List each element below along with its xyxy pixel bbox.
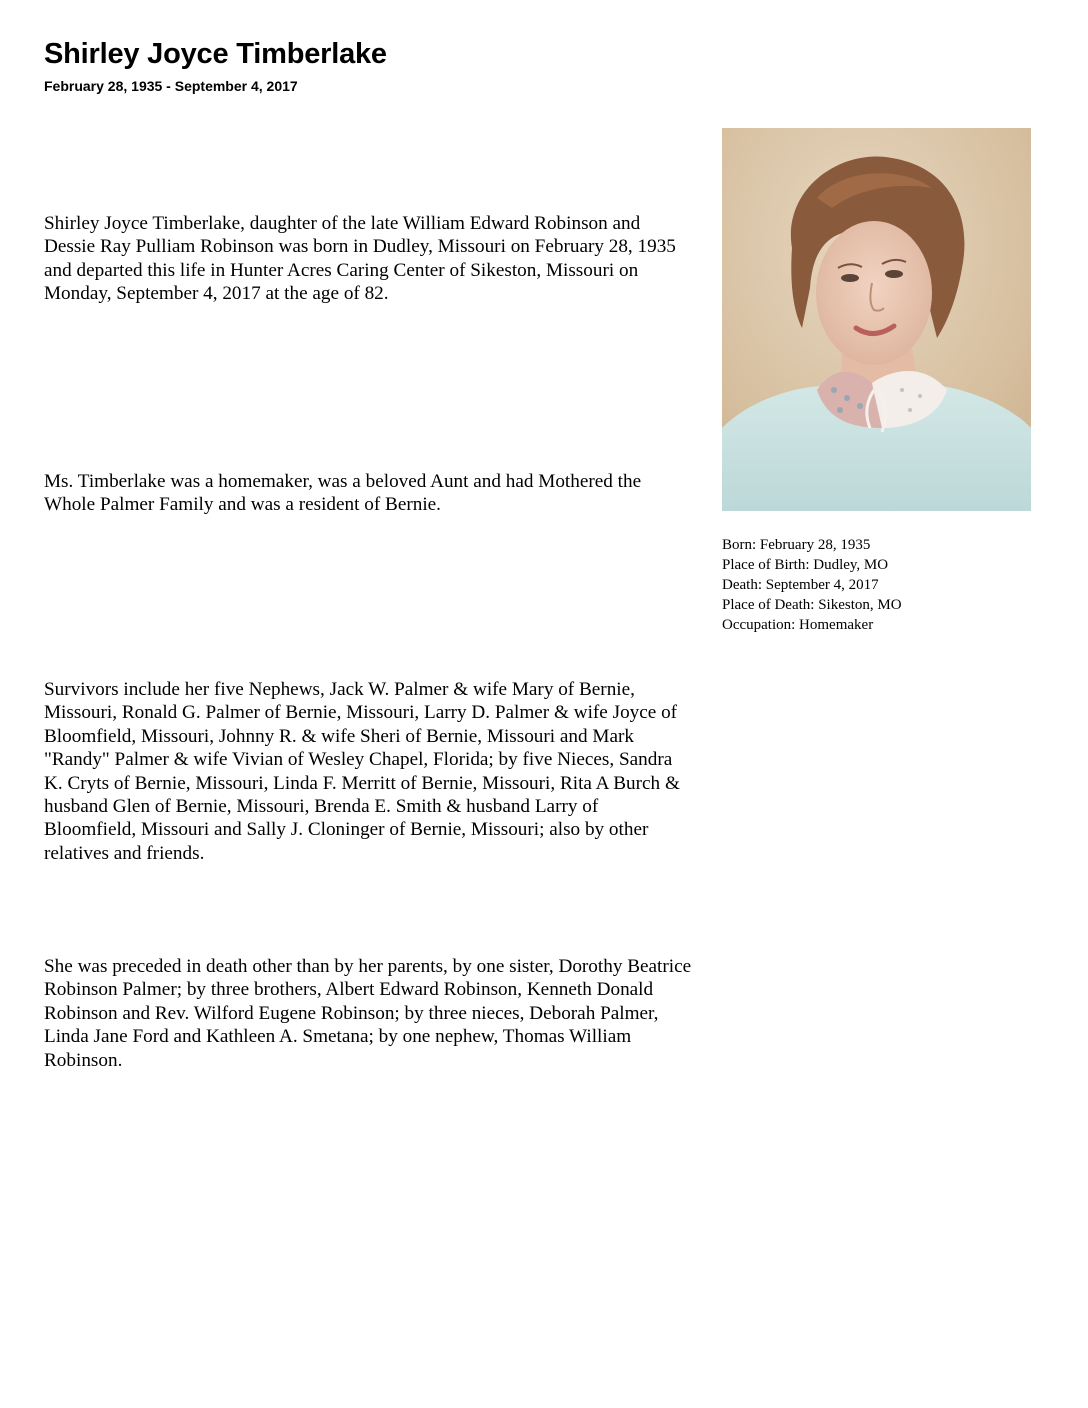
place-of-death: Place of Death: Sikeston, MO	[722, 597, 902, 613]
born-date: Born: February 28, 1935	[722, 537, 871, 553]
obituary-paragraph-occupation: Ms. Timberlake was a homemaker, was a beloved Aunt and had Mothered the Whole Palmer Family and was a resident of Bernie.	[44, 471, 642, 516]
obituary-paragraph-survivors: Survivors include her five Nephews, Jack W. Palmer & wife Mary of Bernie, Missouri, Ronald G. Palmer of Bernie, Missouri, Larry D. Palmer & wife Joyce of Bloomfield, Missouri, Johnny R. & wife Sheri of Bernie, Missouri and Mark "Randy" Palmer & wife Vivian of Wesley Chapel, Florida; by five Nieces, Sandra K. Cryts of Bernie, Missouri, Linda F. Merritt of Bernie, Missouri, Rita A Burch & husband Glen of Bernie, Missouri, Brenda E. Smith & husband Larry of Bloomfield, Missouri and Sally J. Cloninger of Bernie, Missouri; also by other relatives and friends.	[44, 679, 680, 864]
obituary-paragraph-intro: Shirley Joyce Timberlake, daughter of the late William Edward Robinson and Dessie Ray Pulliam Robinson was born in Dudley, Missouri on February 28, 1935 and departed this life in Hunter Acres Caring Center of Sikeston, Missouri on Monday, September 4, 2017 at the age of 82.	[44, 213, 676, 305]
place-of-birth: Place of Birth: Dudley, MO	[722, 557, 889, 573]
vital-facts	[722, 535, 1062, 635]
obituary-title: Shirley Joyce Timberlake	[44, 38, 387, 70]
occupation: Occupation: Homemaker	[722, 617, 874, 633]
life-dates: February 28, 1935 - September 4, 2017	[44, 78, 298, 94]
death-date: Death: September 4, 2017	[722, 577, 879, 593]
portrait-illustration	[722, 128, 1031, 511]
portrait-photo	[722, 128, 1031, 511]
obituary-paragraph-preceded: She was preceded in death other than by her parents, by one sister, Dorothy Beatrice Robinson Palmer; by three brothers, Albert Edward Robinson, Kenneth Donald Robinson and Rev. Wilford Eugene Robinson; by three nieces, Deborah Palmer, Linda Jane Ford and Kathleen A. Smetana; by one nephew, Thomas William Robinson.	[44, 956, 692, 1071]
